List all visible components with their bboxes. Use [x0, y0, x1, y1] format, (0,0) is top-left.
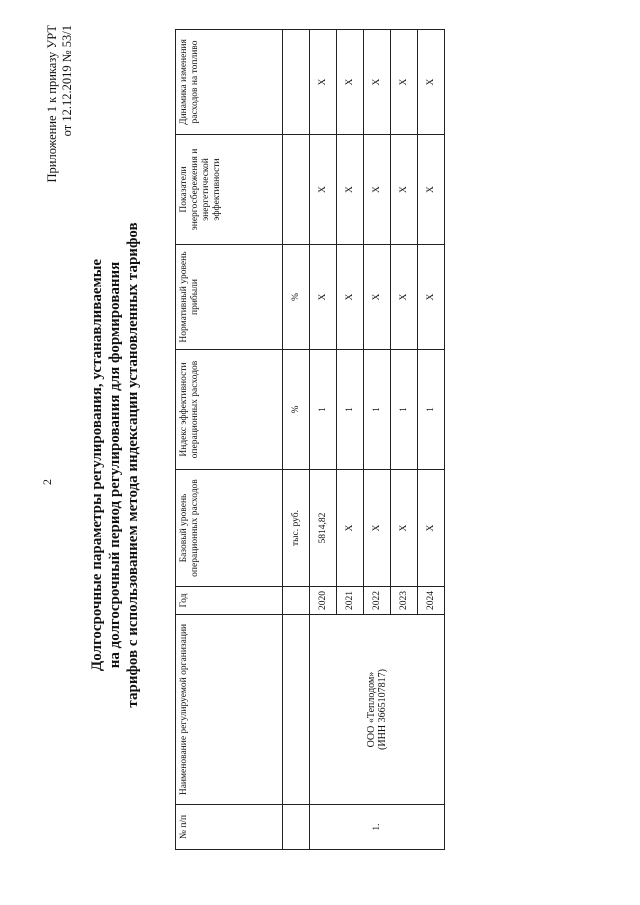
organization-inn: (ИНН 3665107817) [377, 669, 388, 750]
organization-name: ООО «Теплодом» [366, 671, 377, 748]
header-profit: Нормативный уровень прибыли [176, 245, 283, 350]
row-number: 1. [310, 805, 445, 850]
fuel-cell: X [418, 30, 445, 135]
base-cell: X [337, 470, 364, 587]
index-cell: 1 [418, 350, 445, 470]
fuel-cell: X [310, 30, 337, 135]
base-cell: 5814,82 [310, 470, 337, 587]
index-cell: 1 [364, 350, 391, 470]
year-cell: 2024 [418, 587, 445, 615]
fuel-cell: X [337, 30, 364, 135]
title-line-3: тарифов с использованием метода индексации установленных тарифов [125, 222, 141, 708]
profit-cell: X [337, 245, 364, 350]
base-cell: X [391, 470, 418, 587]
energy-cell: X [418, 135, 445, 245]
year-cell: 2021 [337, 587, 364, 615]
unit-org [283, 615, 310, 805]
header-num: № п/п [176, 805, 283, 850]
document-title [88, 95, 142, 835]
title-line-2: на долгосрочный период регулирования для формирования [107, 261, 123, 669]
appendix-line-2: от 12.12.2019 № 53/1 [60, 25, 74, 137]
year-cell: 2022 [364, 587, 391, 615]
unit-fuel [283, 30, 310, 135]
profit-cell: X [418, 245, 445, 350]
year-cell: 2020 [310, 587, 337, 615]
header-year: Год [176, 587, 283, 615]
energy-cell: X [310, 135, 337, 245]
title-line-1: Долгосрочные параметры регулирования, устанавливаемые [89, 258, 105, 672]
unit-num [283, 805, 310, 850]
parameters-table [175, 29, 445, 850]
energy-cell: X [364, 135, 391, 245]
index-cell: 1 [391, 350, 418, 470]
header-index: Индекс эффективности операционных расходов [176, 350, 283, 470]
unit-year [283, 587, 310, 615]
profit-cell: X [364, 245, 391, 350]
header-org: Наименование регулируемой организации [176, 615, 283, 805]
appendix-reference [45, 25, 75, 315]
header-row [176, 30, 283, 850]
units-row [283, 30, 310, 850]
base-cell: X [364, 470, 391, 587]
profit-cell: X [310, 245, 337, 350]
base-cell: X [418, 470, 445, 587]
index-cell: 1 [310, 350, 337, 470]
unit-index: % [283, 350, 310, 470]
header-fuel: Динамика изменения расходов на топливо [176, 30, 283, 135]
header-energy: Показатели энергосбережения и энергетической эффективности [176, 135, 283, 245]
fuel-cell: X [391, 30, 418, 135]
energy-cell: X [391, 135, 418, 245]
organization-cell [310, 615, 445, 805]
index-cell: 1 [337, 350, 364, 470]
unit-energy [283, 135, 310, 245]
profit-cell: X [391, 245, 418, 350]
page-number: 2 [40, 479, 54, 485]
unit-profit: % [283, 245, 310, 350]
fuel-cell: X [364, 30, 391, 135]
appendix-line-1: Приложение 1 к приказу УРТ [45, 25, 59, 183]
header-base: Базовый уровень операционных расходов [176, 470, 283, 587]
unit-base: тыс. руб. [283, 470, 310, 587]
table-row [310, 30, 337, 850]
year-cell: 2023 [391, 587, 418, 615]
energy-cell: X [337, 135, 364, 245]
